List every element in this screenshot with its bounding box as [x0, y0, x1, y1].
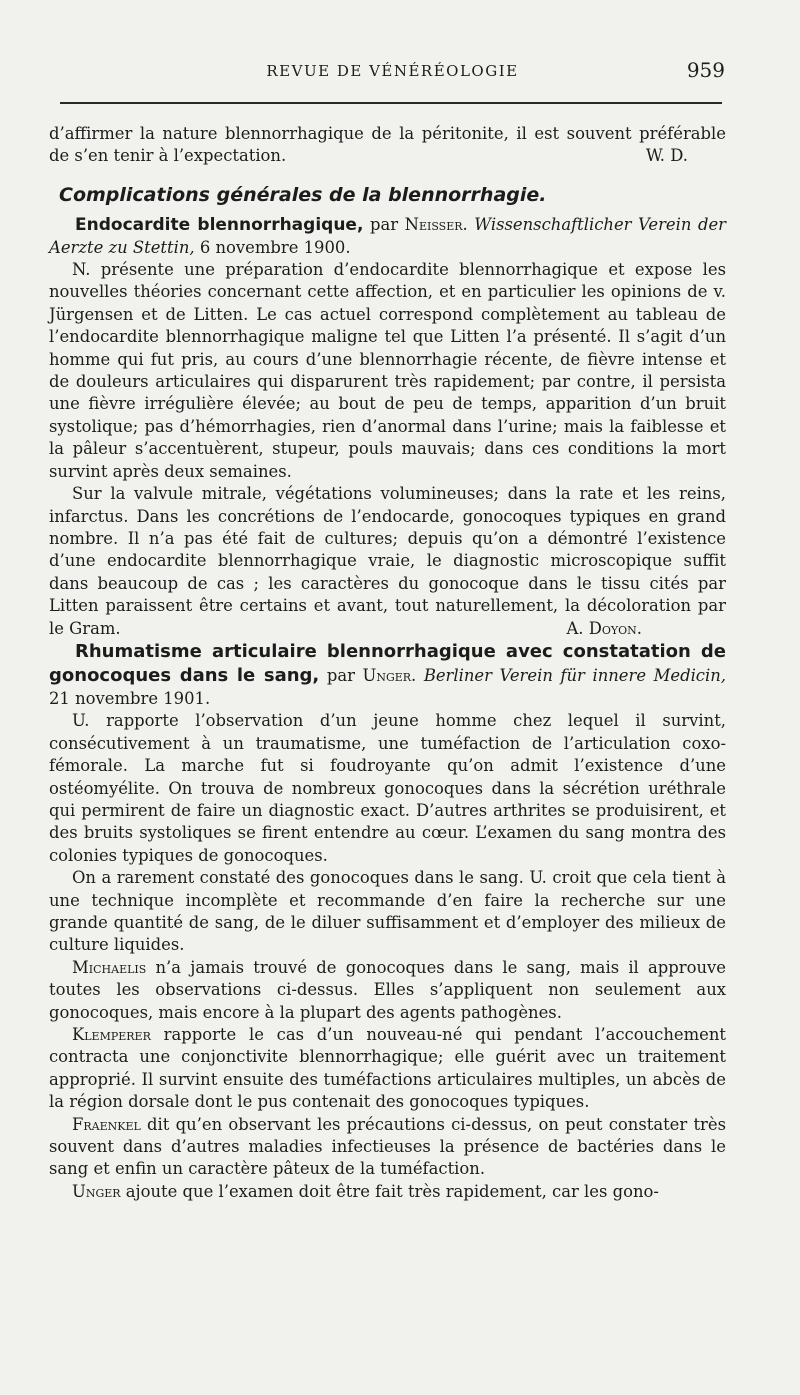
discussion-fraenkel: Fraenkel dit qu’en observant les précautions ci-dessus, on peut constater très souvent dans d’autres maladies infectieuses la présence de bactéries dans le sang et enfin un caractère pâteux de la tuméfaction.: [49, 1114, 726, 1179]
speaker-name: Klemperer: [72, 1025, 151, 1045]
article2-title: Rhumatisme articulaire blennorrhagique avec constatation de gonocoques dans le sang,: [49, 640, 726, 686]
article1-heading: [49, 214, 726, 259]
page-body: [49, 123, 726, 1203]
article2-author: Unger.: [362, 665, 417, 685]
article2-paragraph: On a rarement constaté des gonocoques dans le sang. U. croit que cela tient à une technique incomplète et recommande d’en faire la recherche sur une grande quantité de sang, de le diluer suffisamment et d’employer des milieux de culture liquides.: [49, 868, 726, 955]
intro-text: d’affirmer la nature blennorrhagique de la péritonite, il est souvent préférable de s’en tenir à l’expectation. W. D.: [49, 123, 726, 168]
article1-by: par: [369, 215, 399, 235]
running-head: [60, 58, 725, 88]
discussion-klemperer: Klemperer rapporte le cas d’un nouveau-né qui pendant l’accouchement contracta une conjonctivite blennorrhagique; elle guérit avec un traitement approprié. Il survint ensuite des tuméfactions articulaires multiples, un abcès de la région dorsale dont le pus contenait des gonocoques typiques.: [49, 1025, 726, 1112]
article1-date: 6 novembre 1900.: [199, 237, 351, 257]
page-number: 959: [686, 58, 725, 82]
article1-paragraph: Sur la valvule mitrale, végétations volumineuses; dans la rate et les reins, infarctus. Dans les concrétions de l’endocarde, gonocoques typiques en grand nombre. Il n’a pas été fait de cultures; depuis qu’on a démontré l’existence d’une endocardite blennorrhagique vraie, le diagnostic microscopique suffit dans beaucoup de cas ; les caractères du gonocoque dans le tissu cités par Litten paraissent être certains et avant, tout naturellement, la décoloration par le Gram. A. Doyon.: [49, 483, 726, 640]
speaker-name: Unger: [72, 1181, 121, 1201]
article2-date: 21 novembre 1901.: [49, 688, 211, 708]
article2-heading: [49, 640, 726, 710]
article2-by: par: [326, 665, 355, 685]
article1-source: Wissenschaftlicher Verein der Aerzte zu Stettin,: [49, 215, 726, 257]
discussion-michaelis: Michaelis n’a jamais trouvé de gonocoques dans le sang, mais il approuve toutes les observations ci-dessus. Elles s’appliquent non seulement aux gonocoques, mais encore à la plupart des agents pathogènes.: [49, 957, 726, 1022]
speaker-name: Michaelis: [72, 957, 147, 977]
article1-paragraph: N. présente une préparation d’endocardite blennorrhagique et expose les nouvelles théories concernant cette affection, et en particulier les opinions de v. Jürgensen et de Litten. Le cas actuel correspond complètement au tableau de l’endocardite blennorrhagique maligne tel que Litten l’a présenté. Il s’agit d’un homme qui fut pris, au cours d’une blennorrhagie récente, de fièvre intense et de douleurs articulaires qui disparurent très rapidement; par contre, il persista une fièvre irrégulière élevée; au bout de peu de temps, apparition d’un bruit systolique; pas d’hémorrhagies, rien d’anormal dans l’urine; mais la faiblesse et la pâleur s’accentuèrent, stupeur, pouls mauvais; dans ces conditions la mort survint après deux semaines.: [49, 260, 726, 481]
section-title: Complications générales de la blennorrhagie.: [59, 183, 547, 206]
article1-title: Endocardite blennorrhagique,: [75, 215, 364, 236]
speaker-name: Fraenkel: [72, 1114, 141, 1134]
article1-author: Neisser.: [404, 215, 468, 235]
discussion-unger: Unger ajoute que l’examen doit être fait très rapidement, car les gono-: [72, 1181, 659, 1201]
intro-paragraph: [49, 123, 726, 168]
article1-signature: A. Doyon.: [566, 618, 642, 638]
intro-signature: W. D.: [645, 146, 688, 166]
article2-paragraph: U. rapporte l’observation d’un jeune homme chez lequel il survint, consécutivement à un traumatisme, une tuméfaction de l’articulation coxo-fémorale. La marche fut si foudroyante qu’on admit l’existence d’une ostéomyélite. On trouva de nombreux gonocoques dans la sécrétion uréthrale qui permirent de faire un diagnostic exact. D’autres arthrites se produisirent, et des bruits systoliques se firent entendre au cœur. L’examen du sang montra des colonies typiques de gonocoques.: [49, 711, 726, 865]
header-rule: [60, 102, 722, 104]
running-title: REVUE DE VÉNÉRÉOLOGIE: [266, 62, 519, 80]
article2-source: Berliner Verein für innere Medicin,: [423, 665, 726, 685]
